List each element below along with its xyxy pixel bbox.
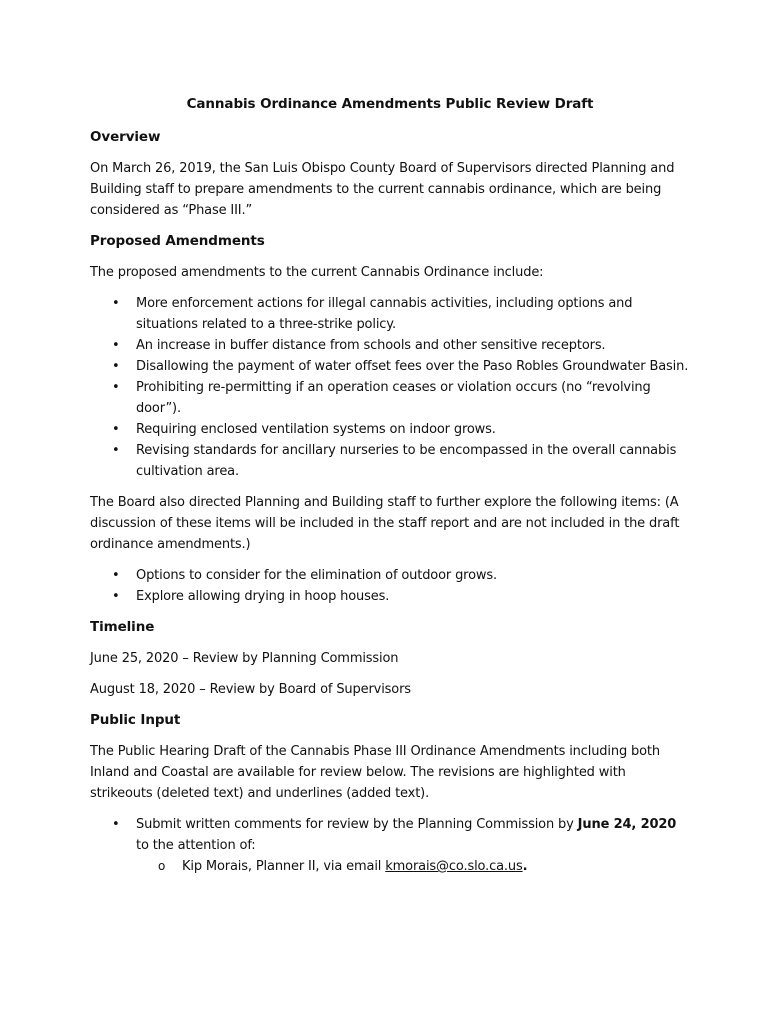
public-input-list: [90, 814, 690, 877]
list-item-text: Requiring enclosed ventilation systems on indoor grows.: [136, 422, 496, 437]
bullet-icon: •: [112, 568, 120, 583]
list-item-text: Explore allowing drying in hoop houses.: [136, 589, 390, 604]
bullet-icon: •: [112, 422, 120, 437]
submit-prefix-text: Submit written comments for review by the Planning Commission by: [136, 817, 578, 832]
bullet-icon: •: [112, 443, 120, 458]
explore-items-list: [90, 565, 690, 607]
list-item: [90, 293, 690, 335]
list-item: [136, 856, 690, 877]
document-title: Cannabis Ordinance Amendments Public Review Draft: [186, 96, 594, 112]
bullet-icon: •: [112, 589, 120, 604]
list-item: [90, 814, 690, 877]
board-directive-text: The Board also directed Planning and Building staff to further explore the following items: (A discussion of these items will be included in the staff report and are not included in the draft ordinance amendments.): [90, 495, 680, 552]
contact-suffix-text: .: [522, 859, 528, 874]
bullet-icon: •: [112, 296, 120, 311]
list-item-text: Disallowing the payment of water offset fees over the Paso Robles Groundwater Basin.: [136, 359, 689, 374]
circle-bullet-icon: o: [158, 859, 166, 873]
list-item: [90, 335, 690, 356]
document-body: [90, 94, 690, 887]
proposed-amendments-list: [90, 293, 690, 482]
list-item-text: Revising standards for ancillary nurseries to be encompassed in the overall cannabis cultivation area.: [136, 443, 677, 479]
list-item: [90, 586, 690, 607]
contact-prefix-text: Kip Morais, Planner II, via email: [182, 859, 386, 874]
bullet-icon: •: [112, 817, 120, 832]
proposed-intro: The proposed amendments to the current Cannabis Ordinance include:: [90, 265, 544, 280]
list-item: [90, 419, 690, 440]
list-item-text: An increase in buffer distance from schools and other sensitive receptors.: [136, 338, 606, 353]
list-item-text: More enforcement actions for illegal cannabis activities, including options and situations related to a three-strike policy.: [136, 296, 633, 332]
contact-sublist: [136, 856, 690, 877]
bullet-icon: •: [112, 359, 120, 374]
proposed-amendments-heading: Proposed Amendments: [90, 233, 265, 249]
list-item: [90, 440, 690, 482]
list-item-text: Options to consider for the elimination of outdoor grows.: [136, 568, 497, 583]
timeline-heading: Timeline: [90, 619, 155, 635]
overview-heading: Overview: [90, 129, 161, 145]
list-item: [90, 565, 690, 586]
submit-suffix-text: to the attention of:: [136, 838, 256, 853]
public-input-heading: Public Input: [90, 712, 181, 728]
submit-deadline-date: June 24, 2020: [577, 817, 677, 832]
list-item: [90, 356, 690, 377]
bullet-icon: •: [112, 380, 120, 395]
list-item: [90, 377, 690, 419]
overview-text: On March 26, 2019, the San Luis Obispo County Board of Supervisors directed Planning and Building staff to prepare amendments to the current cannabis ordinance, which are being considered as “Phase III.”: [90, 161, 675, 218]
bullet-icon: •: [112, 338, 120, 353]
public-input-text: The Public Hearing Draft of the Cannabis Phase III Ordinance Amendments including both Inland and Coastal are available for review below. The revisions are highlighted with strikeouts (deleted text) and underlines (added text).: [90, 744, 660, 801]
timeline-entry: August 18, 2020 – Review by Board of Supervisors: [90, 682, 411, 697]
list-item-text: Prohibiting re-permitting if an operation ceases or violation occurs (no “revolving door”).: [136, 380, 651, 416]
timeline-entry: June 25, 2020 – Review by Planning Commission: [90, 651, 399, 666]
contact-email-link[interactable]: kmorais@co.slo.ca.us: [385, 859, 523, 874]
